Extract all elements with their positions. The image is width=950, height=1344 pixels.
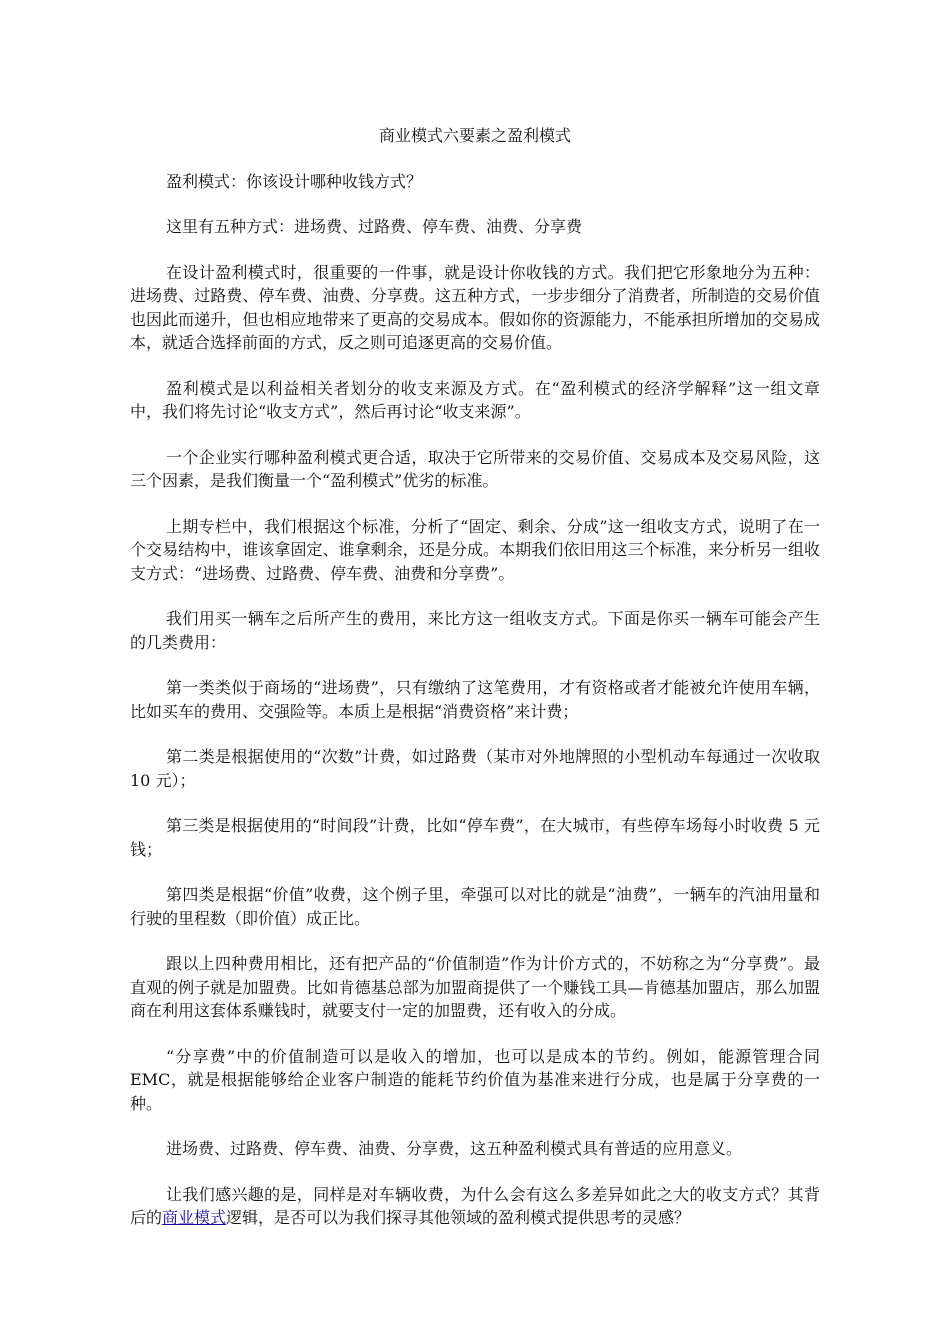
paragraph-definition: 盈利模式是以利益相关者划分的收支来源及方式。在“盈利模式的经济学解释”这一组文章中，我们将先讨论“收支方式”，然后再讨论“收支来源”。 (130, 378, 820, 421)
paragraph-previous-column: 上期专栏中，我们根据这个标准，分析了“固定、剩余、分成”这一组收支方式，说明了在一个交易结构中，谁该拿固定、谁拿剩余，还是分成。本期我们依旧用这三个标准，来分析另一组收支方式：“进场费、过路费、停车费、油费和分享费”。 (130, 516, 820, 583)
paragraph-sharing-fee: 跟以上四种费用相比，还有把产品的“价值制造”作为计价方式的，不妨称之为“分享费”。最直观的例子就是加盟费。比如肯德基总部为加盟商提供了一个赚钱工具—肯德基加盟店，那么加盟商在利用这套体系赚钱时，就要支付一定的加盟费，还有收入的分成。 (130, 954, 820, 1020)
paragraph-closing (130, 1183, 820, 1230)
paragraph-fuel-fee: 第四类是根据“价值”收费，这个例子里，牵强可以对比的就是“油费”，一辆车的汽油用量和行驶的里程数（即价值）成正比。 (130, 885, 820, 928)
subtitle-question: 盈利模式：你该设计哪种收钱方式？ (166, 171, 423, 191)
five-methods-line: 这里有五种方式：进场费、过路费、停车费、油费、分享费 (166, 217, 583, 236)
paragraph-design-intro: 在设计盈利模式时，很重要的一件事，就是设计你收钱的方式。我们把它形象地分为五种：进场费、过路费、停车费、油费、分享费。这五种方式，一步步细分了消费者，所制造的交易价值也因此而递升，但也相应地带来了更高的交易成本。假如你的资源能力，不能承担所增加的交易成本，就适合选择前面的方式，反之则可追逐更高的交易价值。 (130, 262, 820, 352)
closing-text-before: 让我们感兴趣的是，同样是对车辆收费，为什么会有这么多差异如此之大的收支方式？其背后的 (130, 1184, 820, 1227)
paragraph-parking-fee: 第三类是根据使用的“时间段”计费，比如“停车费”，在大城市，有些停车场每小时收费 5 元钱； (130, 816, 820, 859)
document-page (130, 124, 820, 1252)
paragraph-car-analogy: 我们用买一辆车之后所产生的费用，来比方这一组收支方式。下面是你买一辆车可能会产生的几类费用： (130, 609, 820, 652)
paragraph-criteria: 一个企业实行哪种盈利模式更合适，取决于它所带来的交易价值、交易成本及交易风险，这三个因素，是我们衡量一个“盈利模式”优劣的标准。 (130, 447, 820, 490)
paragraph-entry-fee: 第一类类似于商场的“进场费”，只有缴纳了这笔费用，才有资格或者才能被允许使用车辆，比如买车的费用、交强险等。本质上是根据“消费资格”来计费； (130, 678, 820, 721)
closing-text-after: 逻辑，是否可以为我们探寻其他领域的盈利模式提供思考的灵感？ (226, 1208, 691, 1227)
paragraph-summary: 进场费、过路费、停车费、油费、分享费，这五种盈利模式具有普适的应用意义。 (166, 1139, 743, 1158)
document-title: 商业模式六要素之盈利模式 (378, 126, 571, 145)
paragraph-emc: “分享费”中的价值制造可以是收入的增加，也可以是成本的节约。例如，能源管理合同 EMC，就是根据能够给企业客户制造的能耗节约价值为基准来进行分成，也是属于分享费的一种。 (130, 1046, 820, 1113)
paragraph-toll-fee: 第二类是根据使用的“次数”计费，如过路费（某市对外地牌照的小型机动车每通过一次收取 10 元）； (130, 747, 820, 790)
business-model-link[interactable]: 商业模式 (162, 1208, 227, 1227)
